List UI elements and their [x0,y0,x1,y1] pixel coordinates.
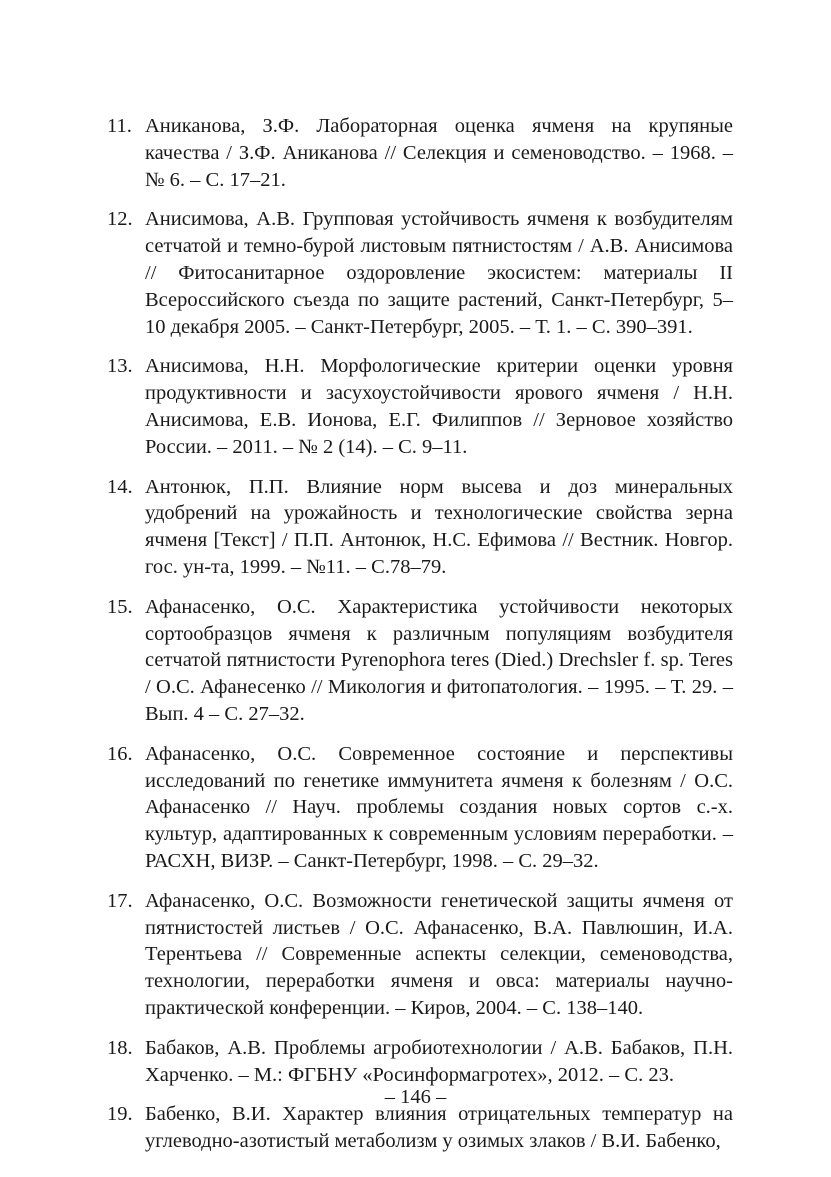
reference-item [107,206,733,340]
page-number: – 146 – [384,1086,447,1108]
reference-item [107,888,733,1022]
reference-text: Афанасенко, О.С. Современное состояние и перспективы исследований по генетике иммунитета ячменя к болезням / О.С. Афанасенко // Науч. проблемы создания новых сортов с.-х. культур, адаптированных к современным условиям переработки. – РАСХН, ВИЗР. – Санкт-Петербург, 1998. – С. 29–32. [145,742,733,872]
reference-text: Анисимова, А.В. Групповая устойчивость ячменя к возбудителям сетчатой и темно-бурой листовым пятнистостям / А.В. Анисимова // Фитосанитарное оздоровление экосистем: материалы II Всероссийского съезда по защите растений, Санкт-Петербург, 5–10 декабря 2005. – Санкт-Петербург, 2005. – Т. 1. – С. 390–391. [145,208,733,338]
reference-item [107,474,733,581]
reference-number: 14. [107,475,133,498]
reference-text: Афанасенко, О.С. Характеристика устойчивости некоторых сортообразцов ячменя к различным популяциям возбудителя сетчатой пятнистости Pyrenophora teres (Died.) Drechsler f. sp. Teres / О.С. Афанесенко // Микология и фитопатология. – 1995. – Т. 29. – Вып. 4 – С. 27–32. [145,595,733,725]
reference-number: 18. [107,1036,133,1059]
reference-item [107,1035,733,1089]
reference-number: 17. [107,889,133,912]
reference-item [107,594,733,728]
reference-text: Бабенко, В.И. Характер влияния отрицательных температур на углеводно-азотистый метаболизм у озимых злаков / В.И. Бабенко, [145,1103,733,1153]
reference-text: Анисимова, Н.Н. Морфологические критерии оценки уровня продуктивности и засухоустойчивости ярового ячменя / Н.Н. Анисимова, Е.В. Ионова, Е.Г. Филиппов // Зерновое хозяйство России. – 2011. – № 2 (14). – С. 9–11. [145,355,733,458]
reference-number: 12. [107,208,133,231]
reference-number: 15. [107,595,133,618]
reference-text: Афанасенко, О.С. Возможности генетической защиты ячменя от пятнистостей листьев / О.С. Афанасенко, В.А. Павлюшин, И.А. Терентьева // Современные аспекты селекции, семеноводства, технологии, переработки ячменя и овса: материалы научно-практической конференции. – Киров, 2004. – С. 138–140. [145,889,733,1019]
reference-text: Аниканова, З.Ф. Лабораторная оценка ячменя на крупяные качества / З.Ф. Аниканова // Селекция и семеноводство. – 1968. – № 6. – С. 17–21. [145,115,733,191]
reference-number: 19. [107,1103,133,1126]
reference-number: 16. [107,742,133,765]
reference-text: Бабаков, А.В. Проблемы агробиотехнологии / А.В. Бабаков, П.Н. Харченко. – М.: ФГБНУ «Росинформагротех», 2012. – С. 23. [145,1036,733,1086]
reference-item [107,113,733,193]
reference-item [107,741,733,875]
reference-number: 13. [107,355,133,378]
reference-list [107,113,733,1168]
reference-number: 11. [107,115,132,137]
reference-item [107,353,733,460]
reference-text: Антонюк, П.П. Влияние норм высева и доз минеральных удобрений на урожайность и технологические свойства зерна ячменя [Текст] / П.П. Антонюк, Н.С. Ефимова // Вестник. Новгор. гос. ун-та, 1999. – №11. – С.78–79. [145,475,733,578]
